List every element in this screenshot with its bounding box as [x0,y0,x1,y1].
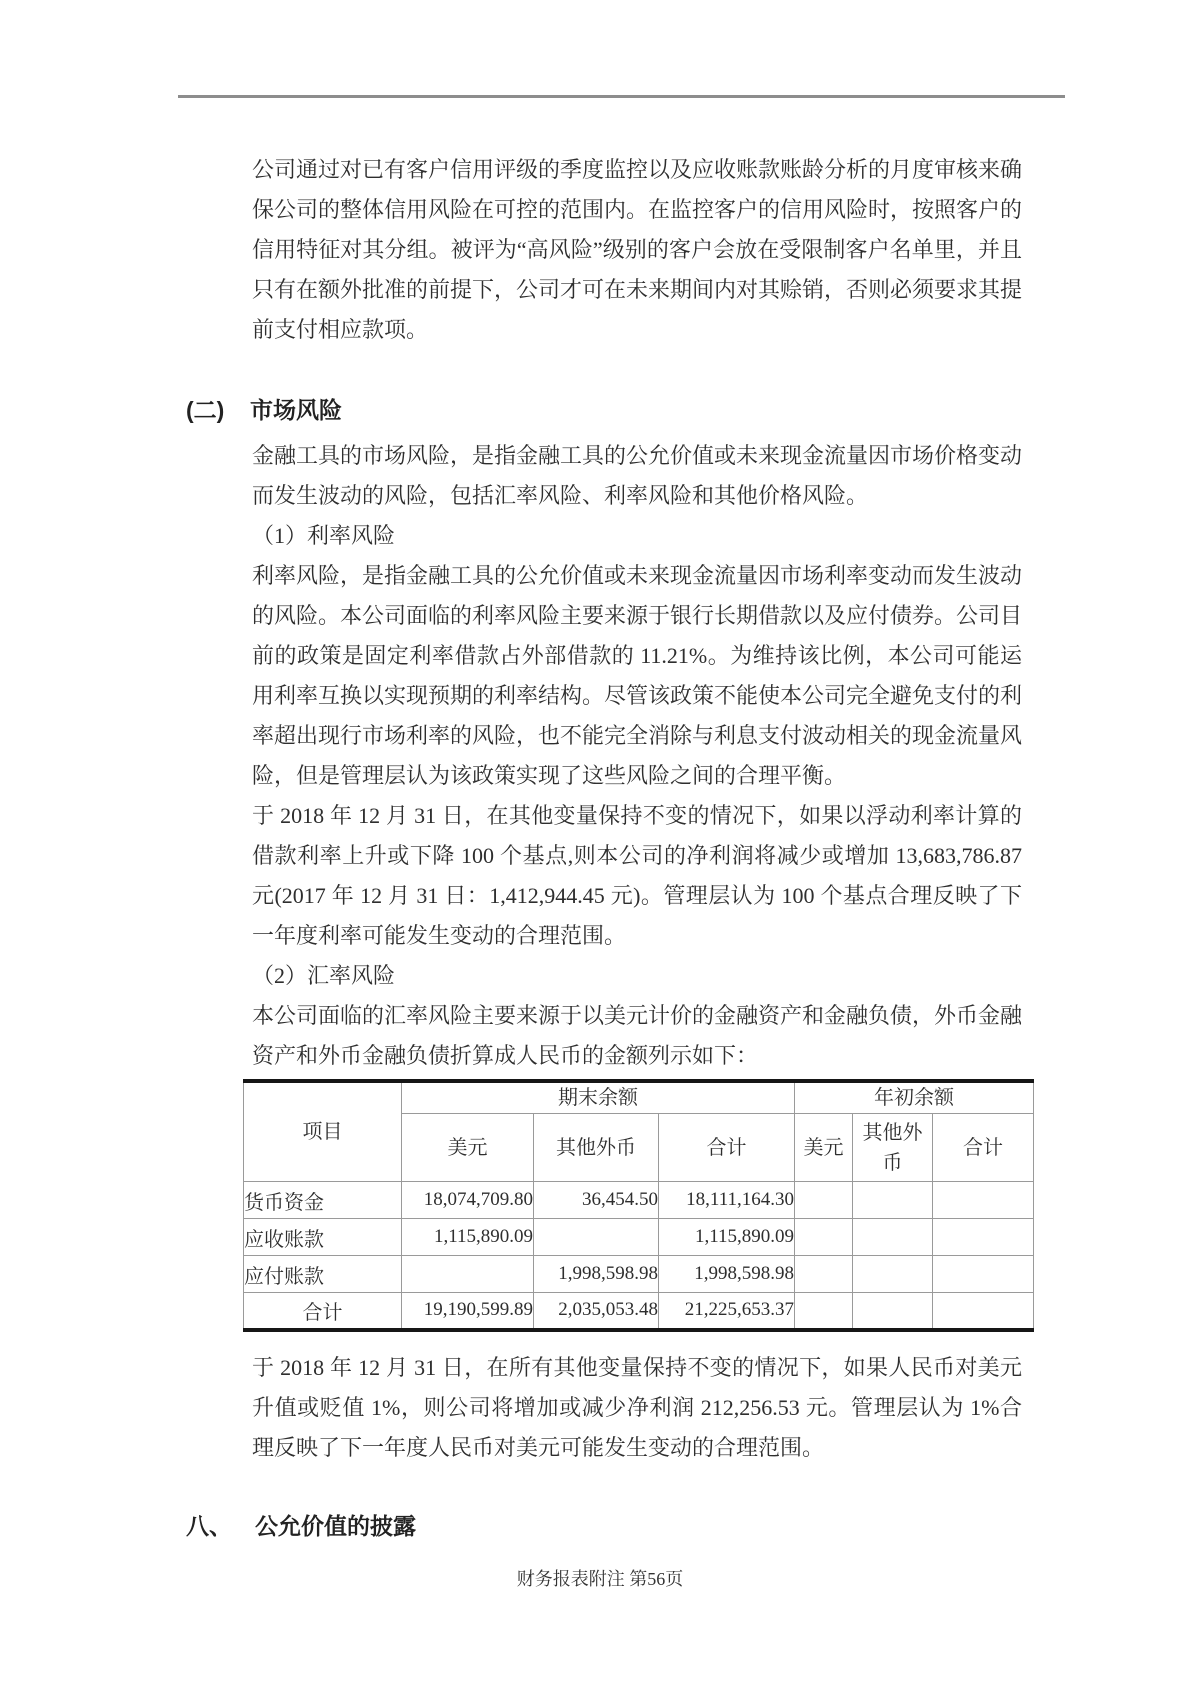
fx-exposure-table-wrapper [243,1079,1033,1332]
table-cell [933,1256,1034,1293]
table-cell [534,1219,659,1256]
table-cell [795,1256,853,1293]
section-title: 市场风险 [250,397,342,423]
table-header-group-beginning: 年初余额 [795,1081,1034,1114]
paragraph-credit-risk: 公司通过对已有客户信用评级的季度监控以及应收账款账龄分析的月度审核来确保公司的整体信用风险在可控的范围内。在监控客户的信用风险时，按照客户的信用特征对其分组。被评为“高风险”级别的客户会放在受限制客户名单里，并且只有在额外批准的前提下，公司才可在未来期间内对其赊销，否则必须要求其提前支付相应款项。 [252,157,1023,342]
subheading-fx-risk: （2）汇率风险 [252,963,396,988]
table-cell [795,1219,853,1256]
table-header-other-ending: 其他外币 [534,1114,659,1182]
paragraph-market-risk-intro: 金融工具的市场风险，是指金融工具的公允价值或未来现金流量因市场价格变动而发生波动的风险，包括汇率风险、利率风险和其他价格风险。 [252,443,1023,508]
market-risk-body [252,436,1022,1076]
header-rule [178,95,1065,98]
section-number: (二) [186,397,225,423]
paragraph-interest-rate-risk: 利率风险，是指金融工具的公允价值或未来现金流量因市场利率变动而发生波动的风险。本公司面临的利率风险主要来源于银行长期借款以及应付债券。公司目前的政策是固定利率借款占外部借款的 11.21%。为维持该比例，本公司可能运用利率互换以实现预期的利率结构。尽管该政策不能使本公司完全避免支付的利率超出现行市场利率的风险，也不能完全消除与利息支付波动相关的现金流量风险，但是管理层认为该政策实现了这些风险之间的合理平衡。 [252,563,1023,788]
table-header-group-ending: 期末余额 [402,1081,795,1114]
paragraph-interest-sensitivity: 于 2018 年 12 月 31 日，在其他变量保持不变的情况下，如果以浮动利率计算的借款利率上升或下降 100 个基点,则本公司的净利润将减少或增加 13,683,786.87 元(2017 年 12 月 31 日：1,412,944.45 元)。管理层认为 100 个基点合理反映了下一年度利率可能发生变动的合理范围。 [252,803,1022,948]
table-cell: 21,225,653.37 [659,1293,795,1330]
table-cell [933,1293,1034,1330]
table-cell [853,1293,933,1330]
table-cell: 36,454.50 [534,1182,659,1219]
table-cell: 18,074,709.80 [402,1182,534,1219]
section-heading-market-risk [186,390,342,430]
table-cell [402,1256,534,1293]
table-cell [795,1293,853,1330]
row-label: 应付账款 [244,1256,402,1293]
table-header-usd-ending: 美元 [402,1114,534,1182]
table-row-monetary-funds [244,1182,1034,1219]
row-label: 应收账款 [244,1219,402,1256]
table-group-header-row [244,1081,1034,1114]
table-cell [853,1219,933,1256]
paragraph-fx-sensitivity: 于 2018 年 12 月 31 日，在所有其他变量保持不变的情况下，如果人民币对美元升值或贬值 1%，则公司将增加或减少净利润 212,256.53 元。管理层认为 1%合理反映了下一年度人民币对美元可能发生变动的合理范围。 [252,1355,1022,1460]
page-footer: 财务报表附注 第56页 [516,1569,684,1589]
row-label: 货币资金 [244,1182,402,1219]
table-cell: 19,190,599.89 [402,1293,534,1330]
table-cell [795,1182,853,1219]
table-header-item: 项目 [244,1081,402,1182]
table-cell: 1,115,890.09 [402,1219,534,1256]
table-cell [853,1182,933,1219]
table-header-usd-beginning: 美元 [795,1114,853,1182]
row-label: 合计 [244,1293,402,1330]
table-row-accounts-payable [244,1256,1034,1293]
table-cell [933,1182,1034,1219]
table-row-total [244,1293,1034,1330]
table-cell: 18,111,164.30 [659,1182,795,1219]
table-header-other-beginning: 其他外币 [853,1114,933,1182]
paragraph-fx-intro: 本公司面临的汇率风险主要来源于以美元计价的金融资产和金融负债，外币金融资产和外币金融负债折算成人民币的金额列示如下： [252,1003,1023,1068]
table-header-total-ending: 合计 [659,1114,795,1182]
table-cell: 1,998,598.98 [534,1256,659,1293]
subheading-interest-rate-risk: （1）利率风险 [252,523,396,548]
table-header-total-beginning: 合计 [933,1114,1034,1182]
table-cell: 1,998,598.98 [659,1256,795,1293]
section-title: 公允价值的披露 [255,1513,416,1539]
fx-exposure-table [243,1079,1034,1332]
table-row-accounts-receivable [244,1219,1034,1256]
table-cell: 1,115,890.09 [659,1219,795,1256]
section-heading-fair-value [186,1506,416,1546]
table-cell [933,1219,1034,1256]
section-number: 八、 [186,1513,232,1539]
table-cell: 2,035,053.48 [534,1293,659,1330]
table-cell [853,1256,933,1293]
